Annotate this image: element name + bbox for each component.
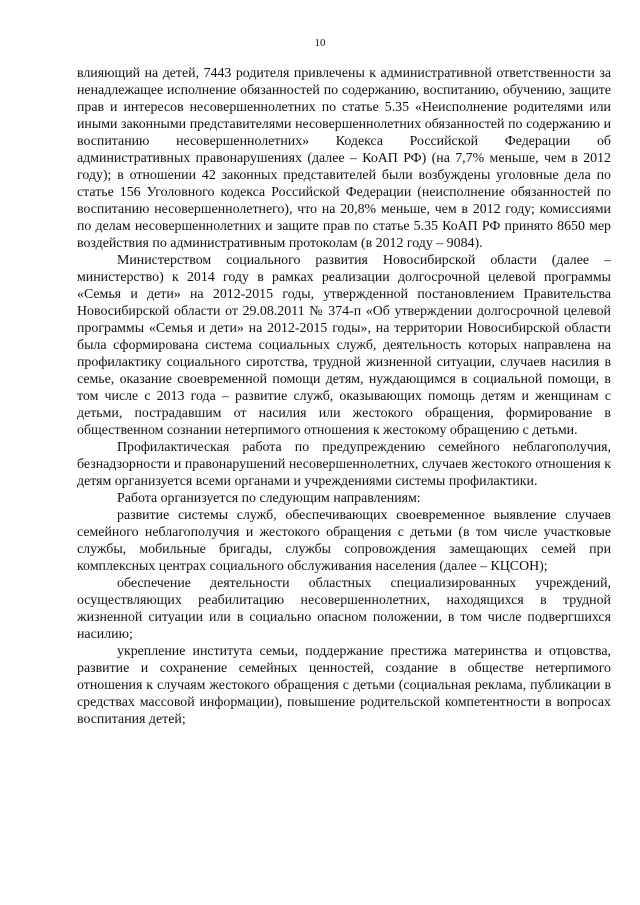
page-number: 10 bbox=[314, 37, 326, 49]
paragraph-4: Работа организуется по следующим направлениям: bbox=[117, 491, 421, 506]
document-body bbox=[77, 65, 611, 728]
list-item-1: развитие системы служб, обеспечивающих своевременное выявление случаев семейного неблагополучия и жестокого обращения с детьми (в том числе участковые службы, мобильные бригады, службы сопровождения замещающих семей при комплексных центрах социального обслуживания населения (далее – КЦСОН); bbox=[77, 508, 611, 574]
paragraph-1: влияющий на детей, 7443 родителя привлечены к административной ответственности за ненадлежащее исполнение обязанностей по содержанию, воспитанию, обучению, защите прав и интересов несовершеннолетних по статье 5.35 «Неисполнение родителями или иными законными представителями несовершеннолетних обязанностей по содержанию и воспитанию несовершеннолетних» Кодекса Российской Федерации об административных правонарушениях (далее – КоАП РФ) (на 7,7% меньше, чем в 2012 году); в отношении 42 законных представителей были возбуждены уголовные дела по статье 156 Уголовного кодекса Российской Федерации (неисполнение обязанностей по воспитанию несовершеннолетнего), что на 20,8% меньше, чем в 2012 году; комиссиями по делам несовершеннолетних и защите прав по статье 5.35 КоАП РФ принято 8650 мер воздействия по административным протоколам (в 2012 году – 9084). bbox=[77, 66, 611, 251]
list-item-3: укрепление института семьи, поддержание престижа материнства и отцовства, развитие и сохранение семейных ценностей, создание в обществе нетерпимого отношения к случаям жестокого обращения с детьми (социальная реклама, публикации в средствах массовой информации), повышение родительской компетентности в вопросах воспитания детей; bbox=[77, 644, 611, 727]
paragraph-2: Министерством социального развития Новосибирской области (далее – министерство) к 2014 году в рамках реализации долгосрочной целевой программы «Семья и дети» на 2012-2015 годы, утвержденной постановлением Правительства Новосибирской области от 29.08.2011 № 374-п «Об утверждении долгосрочной целевой программы «Семья и дети» на 2012-2015 годы», на территории Новосибирской области была сформирована система социальных служб, деятельность которых направлена на профилактику социального сиротства, трудной жизненной ситуации, случаев насилия в семье, оказание своевременной помощи детям, нуждающимся в социальной помощи, в том числе с 2013 года – развитие служб, оказывающих помощь детям и женщинам с детьми, пострадавшим от насилия или жестокого обращения, формирование в общественном сознании нетерпимого отношения к жестокому обращению с детьми. bbox=[77, 253, 611, 438]
paragraph-3: Профилактическая работа по предупреждению семейного неблагополучия, безнадзорности и правонарушений несовершеннолетних, случаев жестокого отношения к детям организуется всеми органами и учреждениями системы профилактики. bbox=[77, 440, 611, 489]
list-item-2: обеспечение деятельности областных специализированных учреждений, осуществляющих реабилитацию несовершеннолетних, находящихся в трудной жизненной ситуации или в социально опасном положении, в том числе подвергшихся насилию; bbox=[77, 576, 611, 642]
